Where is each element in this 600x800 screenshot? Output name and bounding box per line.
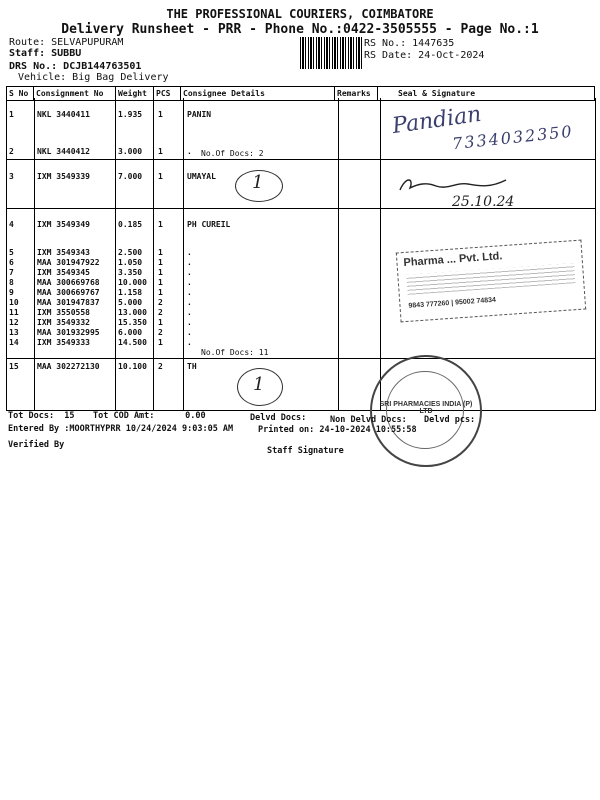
handwritten-signature: Pandian [390,101,483,140]
cell-weight: 7.000 [118,172,143,181]
col-consignee: Consignee Details [181,87,335,101]
non-delivered-docs: Non Delvd Docs: [330,415,407,425]
seal-text: SRI PHARMACIES INDIA (P) LTD [379,401,473,415]
cell-sno: 11 [9,308,19,317]
cell-pcs: 1 [158,147,163,156]
cell-sno: 10 [9,298,19,307]
cell-consignment: IXM 3549343 [37,248,90,257]
cell-sno: 2 [9,147,14,156]
cell-sno: 12 [9,318,19,327]
cell-consignee: . [187,147,192,156]
runsheet-table [6,86,595,101]
cell-weight: 13.000 [118,308,147,317]
cell-sno: 9 [9,288,14,297]
cell-consignee: . [187,308,192,317]
col-remarks: Remarks [335,87,378,101]
cell-sno: 7 [9,268,14,277]
cell-sno: 3 [9,172,14,181]
rs-date: RS Date: 24-Oct-2024 [364,50,485,61]
cell-weight: 3.350 [118,268,143,277]
cell-consignee: . [187,248,192,257]
cell-consignee: . [187,318,192,327]
rs-number: RS No.: 1447635 [364,38,455,49]
stamp-phone: 9843 777260 | 95002 74834 [408,296,497,310]
staff: Staff: SUBBU [9,48,82,59]
docs-count-1: No.Of Docs: 2 [201,149,264,158]
cell-weight: 10.100 [118,362,147,371]
company-stamp [396,240,586,323]
cell-consignee: . [187,258,192,267]
cell-consignment: IXM 3549339 [37,172,90,181]
pharmacy-seal [370,355,482,467]
table-row [0,163,216,181]
cell-weight: 6.000 [118,328,143,337]
table-row [0,211,231,229]
col-weight: Weight [116,87,154,101]
cell-pcs: 1 [158,318,163,327]
cell-pcs: 1 [158,288,163,297]
cell-consignee: UMAYAL [187,172,216,181]
verified-by: Verified By [8,440,65,450]
company-title: THE PROFESSIONAL COURIERS, COIMBATORE [166,7,434,21]
delivered-pcs: Delvd pcs: [424,415,476,425]
cell-consignment: MAA 302272130 [37,362,100,371]
docs-count-2: No.Of Docs: 11 [201,348,269,357]
cell-pcs: 1 [158,268,163,277]
total-cod: Tot COD Amt: 0.00 [93,411,206,421]
cell-pcs: 1 [158,172,163,181]
cell-consignment: MAA 300669767 [37,288,100,297]
handwritten-date: 25.10.24 [452,194,515,210]
cell-consignee: TH [187,362,197,371]
cell-weight: 0.185 [118,220,143,229]
cell-sno: 4 [9,220,14,229]
cell-weight: 15.350 [118,318,147,327]
cell-weight: 1.935 [118,110,143,119]
cell-pcs: 1 [158,338,163,347]
cell-consignee: PANIN [187,110,212,119]
col-sno: S No [7,87,34,101]
cell-consignment: IXM 3550558 [37,308,90,317]
table-row [0,101,212,119]
cell-weight: 10.000 [118,278,147,287]
cell-consignment: MAA 300669768 [37,278,100,287]
circled-mark-text: 1 [252,172,264,193]
cell-pcs: 1 [158,220,163,229]
cell-consignee: . [187,338,192,347]
cell-consignment: MAA 301947837 [37,298,100,307]
cell-pcs: 1 [158,110,163,119]
cell-consignment: IXM 3549332 [37,318,90,327]
printed-on: Printed on: 24-10-2024 10:55:58 [258,425,417,435]
cell-sno: 6 [9,258,14,267]
col-seal: Seal & Signature [378,87,595,101]
cell-pcs: 2 [158,362,163,371]
cell-sno: 14 [9,338,19,347]
staff-signature: Staff Signature [267,446,344,456]
cell-consignee: . [187,268,192,277]
cell-sno: 15 [9,362,19,371]
total-docs: Tot Docs: 15 [8,411,75,421]
cell-consignment: IXM 3549349 [37,220,90,229]
col-consignment: Consignment No [34,87,116,101]
handwritten-phone: 7334032350 [451,121,575,154]
table-row [0,138,192,156]
cell-weight: 1.158 [118,288,143,297]
cell-pcs: 2 [158,328,163,337]
delivered-docs: Delvd Docs: [250,413,307,423]
entered-by: Entered By :MOORTHYPRR 10/24/2024 9:03:05 AM [8,424,234,434]
route: Route: SELVAPUPURAM [9,37,124,48]
barcode [300,37,362,69]
cell-consignment: IXM 3549345 [37,268,90,277]
cell-consignment: IXM 3549333 [37,338,90,347]
cell-weight: 1.050 [118,258,143,267]
drs-number: DRS No.: DCJB144763501 [9,61,142,72]
cell-pcs: 1 [158,258,163,267]
runsheet-subtitle: Delivery Runsheet - PRR - Phone No.:0422-3505555 - Page No.:1 [61,22,539,37]
vehicle: Vehicle: Big Bag Delivery [18,72,169,83]
cell-weight: 5.000 [118,298,143,307]
cell-sno: 13 [9,328,19,337]
circled-mark-text: 1 [253,374,265,395]
stamp-lines [406,263,575,295]
table-header-row [7,87,595,101]
cell-consignment: MAA 301932995 [37,328,100,337]
cell-weight: 2.500 [118,248,143,257]
cell-pcs: 1 [158,278,163,287]
cell-consignee: . [187,278,192,287]
cell-consignee: . [187,288,192,297]
cell-consignee: . [187,328,192,337]
cell-weight: 14.500 [118,338,147,347]
cell-consignee: PH CUREIL [187,220,231,229]
cell-consignment: NKL 3440412 [37,147,90,156]
cell-consignment: MAA 301947922 [37,258,100,267]
stamp-title: Pharma ... Pvt. Ltd. [403,250,503,270]
cell-sno: 5 [9,248,14,257]
col-pcs: PCS [154,87,181,101]
cell-pcs: 1 [158,248,163,257]
cell-pcs: 2 [158,298,163,307]
cell-weight: 3.000 [118,147,143,156]
cell-sno: 8 [9,278,14,287]
cell-pcs: 2 [158,308,163,317]
cell-consignment: NKL 3440411 [37,110,90,119]
cell-consignee: . [187,298,192,307]
cell-sno: 1 [9,110,14,119]
